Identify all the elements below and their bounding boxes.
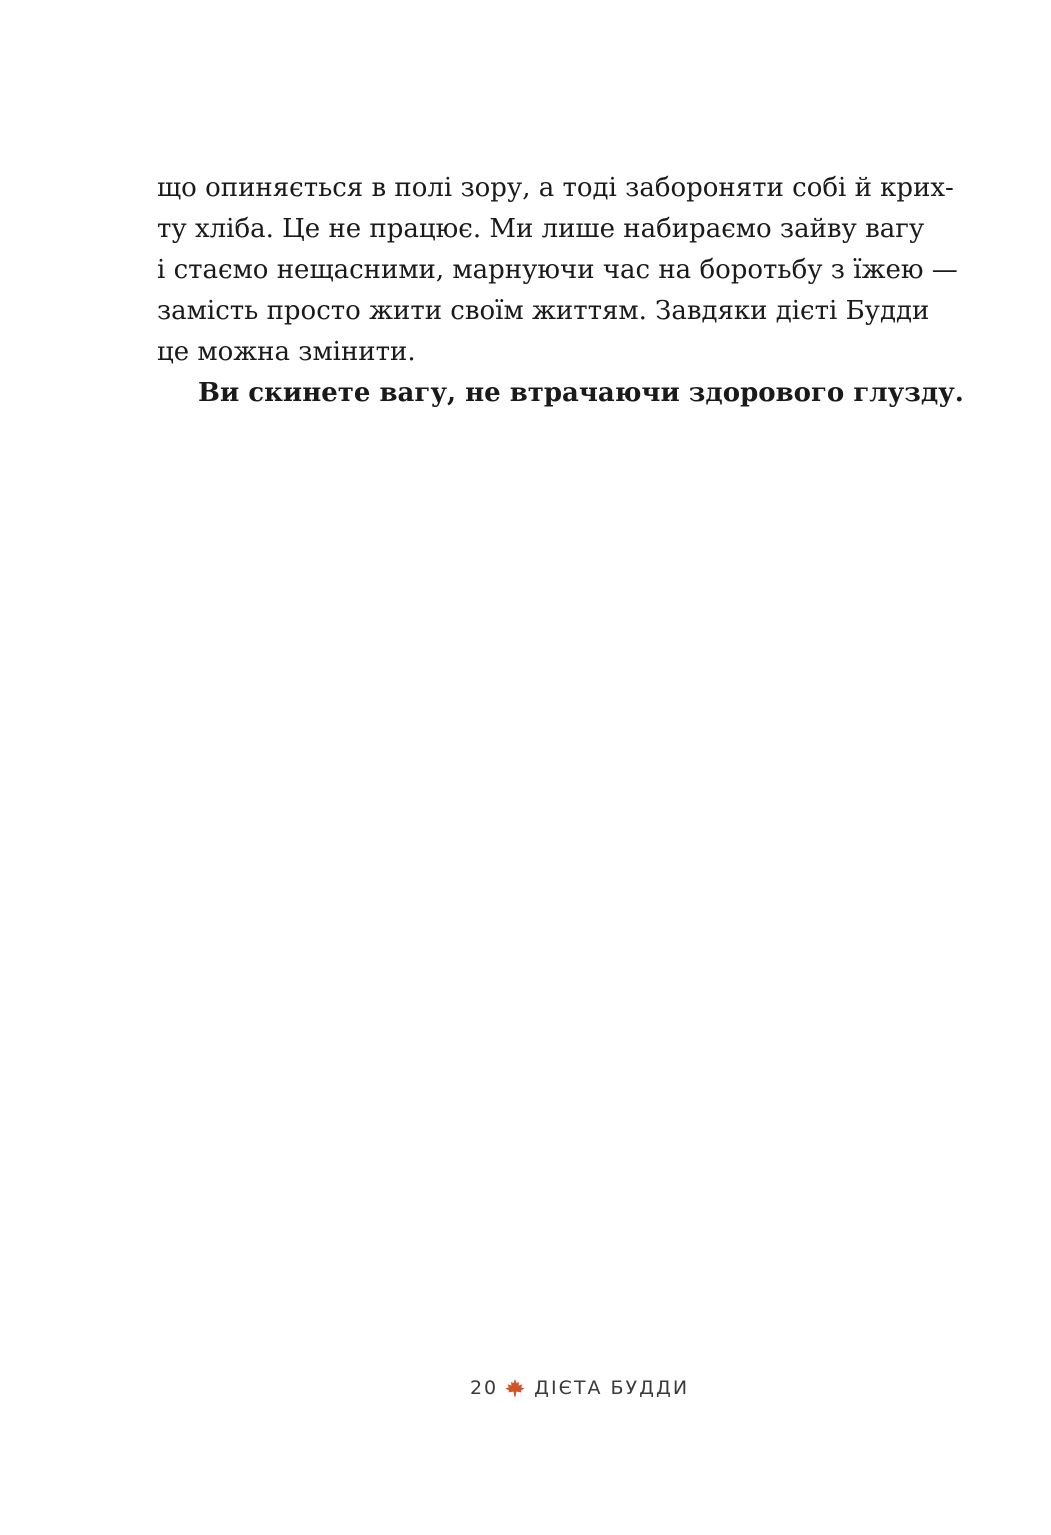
paragraph-line: ту хліба. Це не працює. Ми лише набираємо зайву вагу [157,214,925,244]
page-number: 20 [469,1377,499,1399]
paragraph-line: це можна змінити. [157,337,416,367]
running-title: ДІЄТА БУДДИ [534,1377,690,1399]
emphasis-line: Ви скинете вагу, не втрачаючи здорового глузду. [198,378,964,408]
page-footer [0,1373,1051,1403]
body-text [157,168,964,414]
paragraph-line: замість просто жити своїм життям. Завдяки дієті Будди [157,296,930,326]
maple-leaf-icon [504,1378,526,1398]
paragraph-line: що опиняється в полі зору, а тоді забороняти собі й крих- [157,173,954,203]
paragraph-line: і стаємо нещасними, марнуючи час на боротьбу з їжею — [157,255,958,285]
